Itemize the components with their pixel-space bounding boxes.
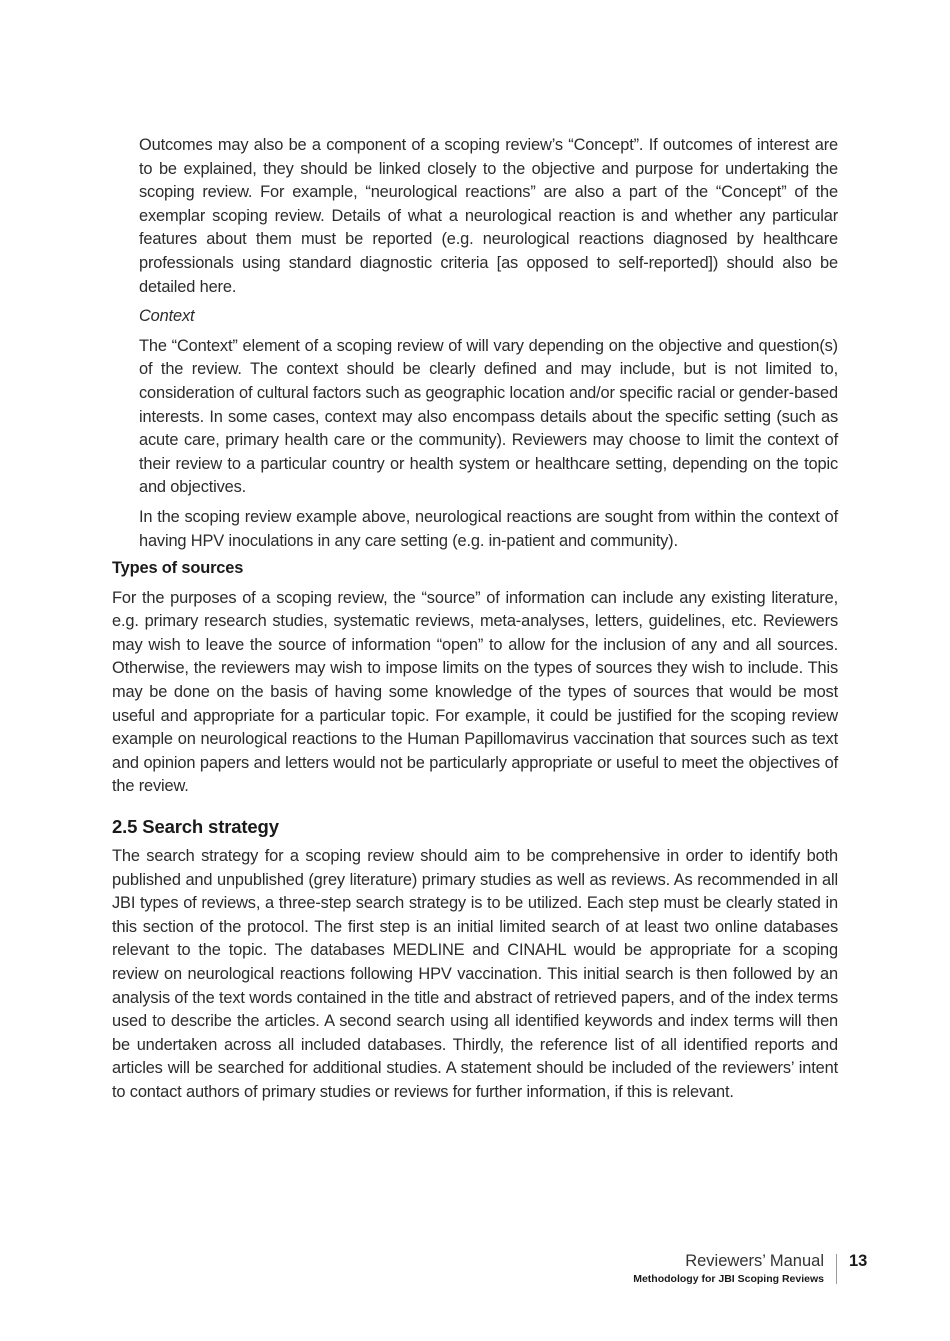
footer-text-block xyxy=(633,1250,824,1286)
footer-divider xyxy=(836,1254,837,1284)
outcomes-paragraph: Outcomes may also be a component of a scoping review’s “Concept”. If outcomes of interest are to be explained, they should be linked closely to the objective and purpose for undertaking the scoping review. For example, “neurological reactions” are also a part of the “Concept” of the exemplar scoping review. Details of what a neurological reaction is and whether any particular features about them must be reported (e.g. neurological reactions diagnosed by healthcare professionals using standard diagnostic criteria [as opposed to self-reported]) should also be detailed here. xyxy=(139,136,838,296)
page-body xyxy=(112,134,838,1105)
types-of-sources-paragraph: For the purposes of a scoping review, the “source” of information can include any existing literature, e.g. primary research studies, systematic reviews, meta-analyses, letters, guidelines, etc. Reviewers may wish to leave the source of information “open” to allow for the inclusion of any and all sources. Otherwise, the reviewers may wish to impose limits on the types of sources they wish to include. This may be done on the basis of having some knowledge of the types of sources that would be most useful and appropriate for a particular topic. For example, it could be justified for the scoping review example on neurological reactions to the Human Papillomavirus vaccination that sources such as text and opinion papers and letters would not be particularly appropriate or useful to meet the objectives of the review. xyxy=(112,588,838,796)
footer-manual-title: Reviewers’ Manual xyxy=(685,1252,824,1270)
footer-manual-subtitle: Methodology for JBI Scoping Reviews xyxy=(633,1273,824,1285)
context-subheading: Context xyxy=(139,307,195,326)
page-number: 13 xyxy=(849,1252,868,1270)
page-footer xyxy=(0,1250,950,1290)
context-example-paragraph: In the scoping review example above, neurological reactions are sought from within the context of having HPV inoculations in any care setting (e.g. in-patient and community). xyxy=(139,507,838,550)
search-strategy-paragraph: The search strategy for a scoping review should aim to be comprehensive in order to identify both published and unpublished (grey literature) primary studies as well as reviews. As recommended in all JBI types of reviews, a three-step search strategy is to be utilized. Each step must be clearly stated in this section of the protocol. The first step is an initial limited search of at least two online databases relevant to the topic. The databases MEDLINE and CINAHL would be appropriate for a scoping review on neurological reactions following HPV vaccination. This initial search is then followed by an analysis of the text words contained in the title and abstract of retrieved papers, and of the index terms used to describe the articles. A second search using all identified keywords and index terms will then be undertaken across all included databases. Thirdly, the reference list of all identified reports and articles will be searched for additional studies. A statement should be included of the reviewers’ intent to contact authors of primary studies or reviews for further information, if this is relevant. xyxy=(112,847,838,1101)
types-of-sources-heading: Types of sources xyxy=(112,559,244,578)
context-paragraph: The “Context” element of a scoping review of will vary depending on the objective and question(s) of the review. The context should be clearly defined and may include, but is not limited to, consideration of cultural factors such as geographic location and/or specific racial or gender-based interests. In some cases, context may also encompass details about the specific setting (such as acute care, primary health care or the community). Reviewers may choose to limit the context of their review to a particular country or health system or healthcare setting, depending on the topic and objectives. xyxy=(139,336,838,497)
search-strategy-heading: 2.5 Search strategy xyxy=(112,816,279,838)
